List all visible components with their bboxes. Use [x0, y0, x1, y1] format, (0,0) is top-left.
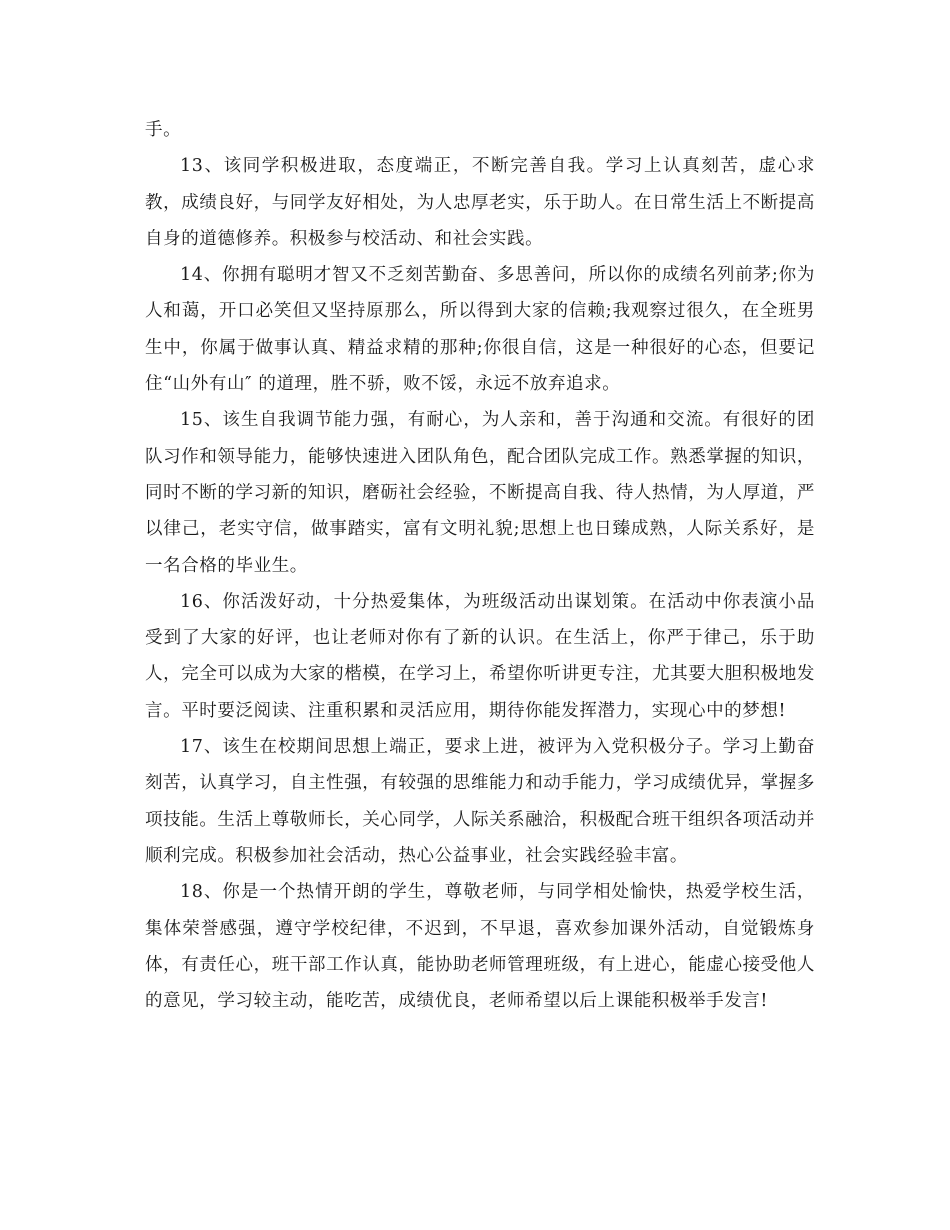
paragraph-13: 13、该同学积极进取，态度端正，不断完善自我。学习上认真刻苦，虚心求教，成绩良好，与同学友好相处，为人忠厚老实，乐于助人。在日常生活上不断提高自身的道德修养。积极参与校活动、和社会实践。	[145, 156, 815, 249]
paragraph-15: 15、该生自我调节能力强，有耐心，为人亲和，善于沟通和交流。有很好的团队习作和领导能力，能够快速进入团队角色，配合团队完成工作。熟悉掌握的知识，同时不断的学习新的知识，磨砺社会经验，不断提高自我、待人热情，为人厚道，严以律己，老实守信，做事踏实，富有文明礼貌;思想上也日臻成熟，人际关系好，是一名合格的毕业生。	[145, 410, 815, 576]
paragraph-18: 18、你是一个热情开朗的学生，尊敬老师，与同学相处愉快，热爱学校生活，集体荣誉感强，遵守学校纪律，不迟到，不早退，喜欢参加课外活动，自觉锻炼身体，有责任心，班干部工作认真，能协助老师管理班级，有上进心，能虚心接受他人的意见，学习较主动，能吃苦，成绩优良，老师希望以后上课能积极举手发言!	[145, 882, 815, 1012]
document-page	[145, 112, 815, 1019]
paragraph-continued: 手。	[145, 120, 182, 140]
paragraph-14: 14、你拥有聪明才智又不乏刻苦勤奋、多思善问，所以你的成绩名列前茅;你为人和蔼，开口必笑但又坚持原那么，所以得到大家的信赖;我观察过很久，在全班男生中，你属于做事认真、精益求精的那种;你很自信，这是一种很好的心态，但要记住“山外有山″ 的道理，胜不骄，败不馁，永远不放弃追求。	[145, 265, 815, 395]
paragraph-17: 17、该生在校期间思想上端正，要求上进，被评为入党积极分子。学习上勤奋刻苦，认真学习，自主性强，有较强的思维能力和动手能力，学习成绩优异，掌握多项技能。生活上尊敬师长，关心同学，人际关系融洽，积极配合班干组织各项活动并顺利完成。积极参加社会活动，热心公益事业，社会实践经验丰富。	[145, 737, 815, 866]
paragraph-16: 16、你活泼好动，十分热爱集体，为班级活动出谋划策。在活动中你表演小品受到了大家的好评，也让老师对你有了新的认识。在生活上，你严于律己，乐于助人，完全可以成为大家的楷模，在学习上，希望你听讲更专注，尤其要大胆积极地发言。平时要泛阅读、注重积累和灵活应用，期待你能发挥潜力，实现心中的梦想!	[145, 591, 815, 721]
